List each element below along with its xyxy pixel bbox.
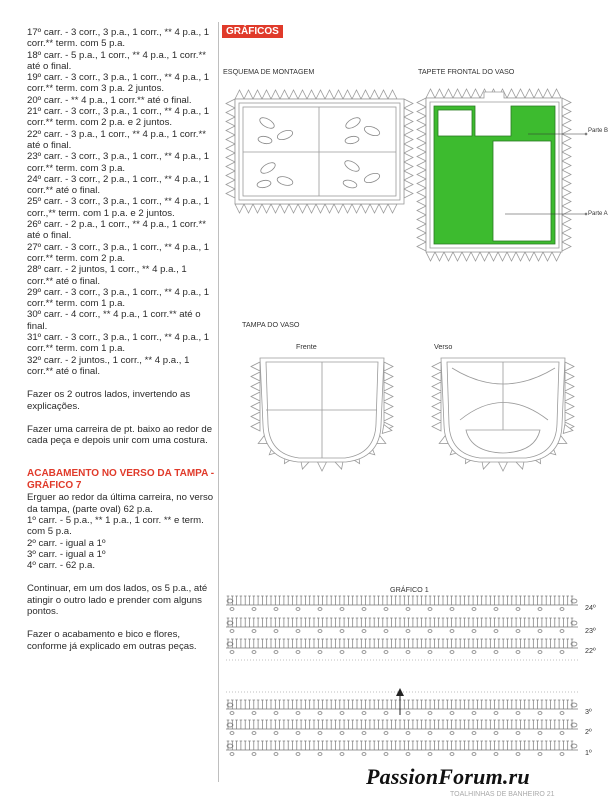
chain-stitch xyxy=(318,753,322,756)
section-line: Erguer ao redor da última carreira, no verso da tampa, (parte oval) 62 p.a. xyxy=(27,492,214,515)
chain-stitch xyxy=(516,732,520,735)
chain-stitch xyxy=(230,651,234,654)
chain-stitch xyxy=(230,732,234,735)
chain-stitch xyxy=(494,732,498,735)
picot-edge xyxy=(432,402,441,411)
chain-stitch xyxy=(406,630,410,633)
picot-edge xyxy=(226,153,235,162)
frente-label: Frente xyxy=(296,342,317,351)
picot-edge xyxy=(444,252,453,261)
picot-edge xyxy=(251,362,260,371)
picot-edge xyxy=(316,90,325,99)
chain-stitch xyxy=(494,651,498,654)
chain-stitch xyxy=(362,732,366,735)
chain-stitch xyxy=(230,608,234,611)
picot-edge xyxy=(432,392,441,401)
picot-edge xyxy=(226,126,235,135)
row-instruction: 21º carr. - 3 corr., 3 p.a., 1 corr., ** 4 p.a., 1 corr.** term. com 2 p.a. e 2 juntos. xyxy=(27,106,210,129)
picot-edge xyxy=(432,422,441,431)
picot-edge xyxy=(404,135,413,144)
tampa-frente-diagram xyxy=(251,358,393,471)
picot-edge xyxy=(417,206,426,215)
picot-edge xyxy=(271,204,280,213)
section-line: 4º carr. - 62 p.a. xyxy=(27,560,96,572)
page-footer: TOALHINHAS DE BANHEIRO 21 xyxy=(450,791,555,798)
chain-stitch xyxy=(230,753,234,756)
picot-edge xyxy=(388,90,397,99)
chain-stitch xyxy=(450,732,454,735)
chain-stitch xyxy=(296,712,300,715)
picot-edge xyxy=(432,362,441,371)
row-instruction: 28º carr. - 2 juntos, 1 corr., ** 4 p.a., 1 corr.** até o final. xyxy=(27,264,187,287)
chain-stitch xyxy=(428,753,432,756)
chain-stitch xyxy=(252,732,256,735)
picot-edge xyxy=(251,382,260,391)
chain-stitch xyxy=(340,712,344,715)
picot-edge xyxy=(417,233,426,242)
chain-stitch xyxy=(296,732,300,735)
picot-edge xyxy=(404,171,413,180)
watermark: PassionForum.ru xyxy=(366,764,530,789)
section-line: 1º carr. - 5 p.a., ** 1 p.a., 1 corr. ** e term. com 5 p.a. xyxy=(27,514,204,538)
chain-stitch xyxy=(406,608,410,611)
chain-stitch xyxy=(516,712,520,715)
picot-edge xyxy=(417,224,426,233)
chain-stitch xyxy=(428,712,432,715)
chain-stitch xyxy=(384,608,388,611)
picot-edge xyxy=(552,89,561,98)
picot-edge xyxy=(251,402,260,411)
picot-edge xyxy=(289,204,298,213)
picot-edge xyxy=(404,117,413,126)
chain-stitch xyxy=(318,630,322,633)
instruction-paragraph: Fazer os 2 outros lados, invertendo as explicações. xyxy=(27,389,191,412)
picot-edge xyxy=(226,108,235,117)
picot-edge xyxy=(480,252,489,261)
picot-edge xyxy=(562,116,571,125)
picot-edge xyxy=(226,117,235,126)
chain-stitch xyxy=(516,608,520,611)
chain-stitch xyxy=(428,608,432,611)
picot-edge xyxy=(404,126,413,135)
picot-edge xyxy=(426,89,435,98)
row-label-23: 23º xyxy=(585,626,596,635)
chain-stitch xyxy=(472,753,476,756)
chain-stitch xyxy=(362,608,366,611)
picot-edge xyxy=(404,153,413,162)
chain-stitch xyxy=(252,651,256,654)
esquema-label: ESQUEMA DE MONTAGEM xyxy=(223,67,315,76)
tapete-label: TAPETE FRONTAL DO VASO xyxy=(418,67,515,76)
picot-edge xyxy=(562,152,571,161)
row-instruction: 30º carr. - 4 corr., ** 4 p.a., 1 corr.** até o final. xyxy=(27,309,201,332)
picot-edge xyxy=(534,89,543,98)
picot-edge xyxy=(298,204,307,213)
picot-edge xyxy=(565,392,574,401)
chain-stitch xyxy=(428,732,432,735)
graficos-title: GRÁFICOS xyxy=(222,25,283,38)
picot-edge xyxy=(432,412,441,421)
chain-stitch xyxy=(274,732,278,735)
picot-edge xyxy=(534,252,543,261)
picot-edge xyxy=(251,392,260,401)
parte-b-label: Parte B xyxy=(588,128,609,134)
chain-stitch xyxy=(362,651,366,654)
picot-edge xyxy=(462,89,471,98)
picot-edge xyxy=(379,90,388,99)
row-instruction: 23º carr. - 3 corr., 3 p.a., 1 corr., ** 4 p.a., 1 corr.** term. com 3 p.a. xyxy=(27,151,210,174)
picot-edge xyxy=(444,89,453,98)
picot-edge xyxy=(361,90,370,99)
chain-stitch xyxy=(560,753,564,756)
row-instruction: 25º carr. - 3 corr., 3 p.a., 1 corr., ** 4 p.a., 1 corr.,** term. com 1 p.a. e 2 juntos. xyxy=(27,196,210,219)
picot-edge xyxy=(251,372,260,381)
picot-edge xyxy=(417,161,426,170)
chain-stitch xyxy=(516,630,520,633)
picot-edge xyxy=(253,90,262,99)
chain-stitch xyxy=(406,753,410,756)
chain-stitch xyxy=(340,753,344,756)
picot-edge xyxy=(432,382,441,391)
chain-stitch xyxy=(384,753,388,756)
picot-edge xyxy=(543,89,552,98)
row-label-2: 2º xyxy=(585,727,592,736)
chain-stitch xyxy=(296,651,300,654)
chain-stitch xyxy=(230,630,234,633)
chain-stitch xyxy=(384,712,388,715)
chain-stitch xyxy=(494,608,498,611)
row-label-1: 1º xyxy=(585,748,592,757)
picot-edge xyxy=(543,252,552,261)
picot-edge xyxy=(384,372,393,381)
picot-edge xyxy=(562,107,571,116)
row-instruction: 22º carr. - 3 p.a., 1 corr., ** 4 p.a., 1 corr.** até o final. xyxy=(27,128,206,151)
chain-stitch xyxy=(428,630,432,633)
section-line: 3º carr. - igual a 1º xyxy=(27,548,106,560)
row-instruction: 26º carr. - 2 p.a., 1 corr., ** 4 p.a., 1 corr.** até o final. xyxy=(27,219,206,242)
chain-stitch xyxy=(274,630,278,633)
picot-edge xyxy=(426,252,435,261)
picot-edge xyxy=(562,98,571,107)
chain-stitch xyxy=(406,732,410,735)
picot-edge xyxy=(280,90,289,99)
row-instruction: 17º carr. - 3 corr., 3 p.a., 1 corr., ** 4 p.a., 1 corr.** term. com 5 p.a. xyxy=(27,27,210,50)
picot-edge xyxy=(226,180,235,189)
picot-edge xyxy=(453,89,462,98)
picot-edge xyxy=(417,107,426,116)
picot-edge xyxy=(388,204,397,213)
instruction-paragraph: Continuar, em um dos lados, os 5 p.a., até atingir o outro lado e prender com alguns pontos. xyxy=(27,583,208,618)
picot-edge xyxy=(498,252,507,261)
chain-stitch xyxy=(274,608,278,611)
picot-edge xyxy=(316,204,325,213)
picot-edge xyxy=(384,412,393,421)
picot-edge xyxy=(417,143,426,152)
picot-edge xyxy=(235,204,244,213)
picot-edge xyxy=(251,422,260,431)
picot-edge xyxy=(404,108,413,117)
picot-edge xyxy=(404,162,413,171)
picot-edge xyxy=(244,204,253,213)
picot-edge xyxy=(307,90,316,99)
chain-stitch xyxy=(318,732,322,735)
verso-label: Verso xyxy=(434,342,453,351)
picot-edge xyxy=(417,242,426,251)
picot-edge xyxy=(226,99,235,108)
chain-stitch xyxy=(516,753,520,756)
chain-stitch xyxy=(296,630,300,633)
row-instruction: 27º carr. - 3 corr., 3 p.a., 1 corr., ** 4 p.a., 1 corr.** term. com 2 p.a. xyxy=(27,241,210,264)
picot-edge xyxy=(384,392,393,401)
grafico1-chart xyxy=(226,596,578,755)
picot-edge xyxy=(417,116,426,125)
chain-stitch xyxy=(494,712,498,715)
chain-stitch xyxy=(340,630,344,633)
chain-stitch xyxy=(340,732,344,735)
picot-edge xyxy=(325,90,334,99)
picot-edge xyxy=(562,188,571,197)
picot-edge xyxy=(334,204,343,213)
picot-edge xyxy=(352,90,361,99)
picot-edge xyxy=(379,204,388,213)
tampa-label: TAMPA DO VASO xyxy=(242,320,300,329)
row-label-3: 3º xyxy=(585,707,592,716)
picot-edge xyxy=(562,125,571,134)
picot-edge xyxy=(565,362,574,371)
picot-edge xyxy=(404,189,413,198)
row-instruction: 24º carr. - 3 corr., 2 p.a., 1 corr., ** 4 p.a., 1 corr.** até o final. xyxy=(27,173,210,197)
picot-edge xyxy=(417,134,426,143)
chain-stitch xyxy=(340,651,344,654)
chain-stitch xyxy=(318,712,322,715)
picot-edge xyxy=(562,170,571,179)
picot-edge xyxy=(384,402,393,411)
picot-edge xyxy=(280,204,289,213)
picot-edge xyxy=(562,197,571,206)
picot-edge xyxy=(435,252,444,261)
row-instruction: 32º carr. - 2 juntos., 1 corr., ** 4 p.a., 1 corr.** até o final. xyxy=(27,354,190,377)
instruction-paragraph: Fazer uma carreira de pt. baixo ao redor de cada peça e depois unir com uma costura. xyxy=(27,423,213,447)
chain-stitch xyxy=(472,732,476,735)
chain-stitch xyxy=(296,753,300,756)
row-instruction: 29º carr. - 3 corr., 3 p.a., 1 corr., ** 4 p.a., 1 corr.** term. com 1 p.a. xyxy=(27,286,210,310)
picot-edge xyxy=(562,224,571,233)
picot-edge xyxy=(262,90,271,99)
tampa-verso-diagram xyxy=(432,358,574,471)
chain-stitch xyxy=(296,608,300,611)
picot-edge xyxy=(525,252,534,261)
chain-stitch xyxy=(384,630,388,633)
picot-edge xyxy=(565,372,574,381)
chain-stitch xyxy=(362,712,366,715)
picot-edge xyxy=(453,252,462,261)
picot-edge xyxy=(417,179,426,188)
picot-edge xyxy=(417,98,426,107)
picot-edge xyxy=(562,233,571,242)
picot-edge xyxy=(562,206,571,215)
picot-edge xyxy=(361,204,370,213)
picot-edge xyxy=(384,362,393,371)
chain-stitch xyxy=(472,608,476,611)
grafico1-label: GRÁFICO 1 xyxy=(390,585,429,594)
picot-edge xyxy=(404,99,413,108)
picot-edge xyxy=(516,252,525,261)
picot-edge xyxy=(244,90,253,99)
picot-edge xyxy=(226,171,235,180)
chain-stitch xyxy=(450,608,454,611)
chain-stitch xyxy=(428,651,432,654)
picot-edge xyxy=(552,252,561,261)
chain-stitch xyxy=(384,651,388,654)
chain-stitch xyxy=(538,630,542,633)
picot-edge xyxy=(562,242,571,251)
picot-edge xyxy=(562,179,571,188)
picot-edge xyxy=(384,382,393,391)
picot-edge xyxy=(343,90,352,99)
picot-edge xyxy=(235,90,244,99)
chain-stitch xyxy=(560,608,564,611)
picot-edge xyxy=(318,462,327,471)
chain-stitch xyxy=(274,753,278,756)
chain-stitch xyxy=(538,712,542,715)
picot-edge xyxy=(352,204,361,213)
chain-stitch xyxy=(560,630,564,633)
picot-edge xyxy=(417,197,426,206)
picot-edge xyxy=(471,89,480,98)
section-title: ACABAMENTO NO VERSO DA TAMPA - GRÁFICO 7 xyxy=(27,468,215,492)
tapete-diagram xyxy=(417,89,587,261)
chain-stitch xyxy=(340,608,344,611)
row-instruction: 31º carr. - 3 corr., 3 p.a., 1 corr., ** 4 p.a., 1 corr.** term. com 1 p.a. xyxy=(27,332,210,355)
row-instruction: 18º carr. - 5 p.a., 1 corr., ** 4 p.a., 1 corr.** até o final. xyxy=(27,49,206,72)
picot-edge xyxy=(417,152,426,161)
chain-stitch xyxy=(538,608,542,611)
picot-edge xyxy=(325,204,334,213)
picot-edge xyxy=(298,90,307,99)
picot-edge xyxy=(432,372,441,381)
picot-edge xyxy=(417,188,426,197)
picot-edge xyxy=(251,412,260,421)
esquema-diagram xyxy=(226,90,413,213)
chain-stitch xyxy=(274,651,278,654)
picot-edge xyxy=(489,252,498,261)
chain-stitch xyxy=(450,651,454,654)
chain-stitch xyxy=(252,630,256,633)
picot-edge xyxy=(271,90,280,99)
chain-stitch xyxy=(516,651,520,654)
picot-edge xyxy=(516,89,525,98)
picot-edge xyxy=(226,189,235,198)
picot-edge xyxy=(562,134,571,143)
picot-edge xyxy=(507,89,516,98)
chain-stitch xyxy=(450,630,454,633)
chain-stitch xyxy=(252,753,256,756)
picot-edge xyxy=(334,90,343,99)
row-label-24: 24º xyxy=(585,603,596,612)
picot-edge xyxy=(562,143,571,152)
chain-stitch xyxy=(472,651,476,654)
picot-edge xyxy=(565,412,574,421)
chain-stitch xyxy=(252,712,256,715)
parte-a-label: Parte A xyxy=(588,211,608,217)
picot-edge xyxy=(226,162,235,171)
picot-edge xyxy=(226,144,235,153)
picot-edge xyxy=(307,204,316,213)
picot-edge xyxy=(562,215,571,224)
chain-stitch xyxy=(450,753,454,756)
chain-stitch xyxy=(230,712,234,715)
picot-edge xyxy=(565,382,574,391)
chain-stitch xyxy=(318,608,322,611)
chain-stitch xyxy=(384,732,388,735)
picot-edge xyxy=(226,135,235,144)
picot-edge xyxy=(417,215,426,224)
chain-stitch xyxy=(538,651,542,654)
chain-stitch xyxy=(362,753,366,756)
picot-edge xyxy=(370,90,379,99)
row-instruction: 19º carr. - 3 corr., 3 p.a., 1 corr., ** 4 p.a., 1 corr.** term. com 3 p.a. 2 juntos. xyxy=(27,72,210,95)
chain-stitch xyxy=(494,753,498,756)
picot-edge xyxy=(404,144,413,153)
chain-stitch xyxy=(560,732,564,735)
row-instruction: 20º carr. - ** 4 p.a., 1 corr.** até o final. xyxy=(27,94,192,106)
chain-stitch xyxy=(494,630,498,633)
picot-edge xyxy=(253,204,262,213)
picot-edge xyxy=(507,252,516,261)
chain-stitch xyxy=(252,608,256,611)
chain-stitch xyxy=(538,732,542,735)
chain-stitch xyxy=(560,712,564,715)
picot-edge xyxy=(435,89,444,98)
chain-stitch xyxy=(406,651,410,654)
chain-stitch xyxy=(560,651,564,654)
chain-stitch xyxy=(318,651,322,654)
picot-edge xyxy=(562,161,571,170)
picot-edge xyxy=(343,204,352,213)
chain-stitch xyxy=(450,712,454,715)
picot-edge xyxy=(262,204,271,213)
picot-edge xyxy=(499,462,508,471)
picot-edge xyxy=(525,89,534,98)
picot-edge xyxy=(370,204,379,213)
picot-edge xyxy=(565,402,574,411)
picot-edge xyxy=(462,252,471,261)
chain-stitch xyxy=(362,630,366,633)
picot-edge xyxy=(289,90,298,99)
picot-edge xyxy=(417,170,426,179)
instruction-paragraph: Fazer o acabamento e bico e flores, conforme já explicado em outras peças. xyxy=(27,629,197,652)
picot-edge xyxy=(404,180,413,189)
chain-stitch xyxy=(472,630,476,633)
picot-edge xyxy=(417,125,426,134)
chain-stitch xyxy=(274,712,278,715)
chain-stitch xyxy=(538,753,542,756)
chain-stitch xyxy=(406,712,410,715)
row-label-22: 22º xyxy=(585,646,596,655)
section-line: 2º carr. - igual a 1º xyxy=(27,537,106,549)
picot-edge xyxy=(471,252,480,261)
chain-stitch xyxy=(472,712,476,715)
